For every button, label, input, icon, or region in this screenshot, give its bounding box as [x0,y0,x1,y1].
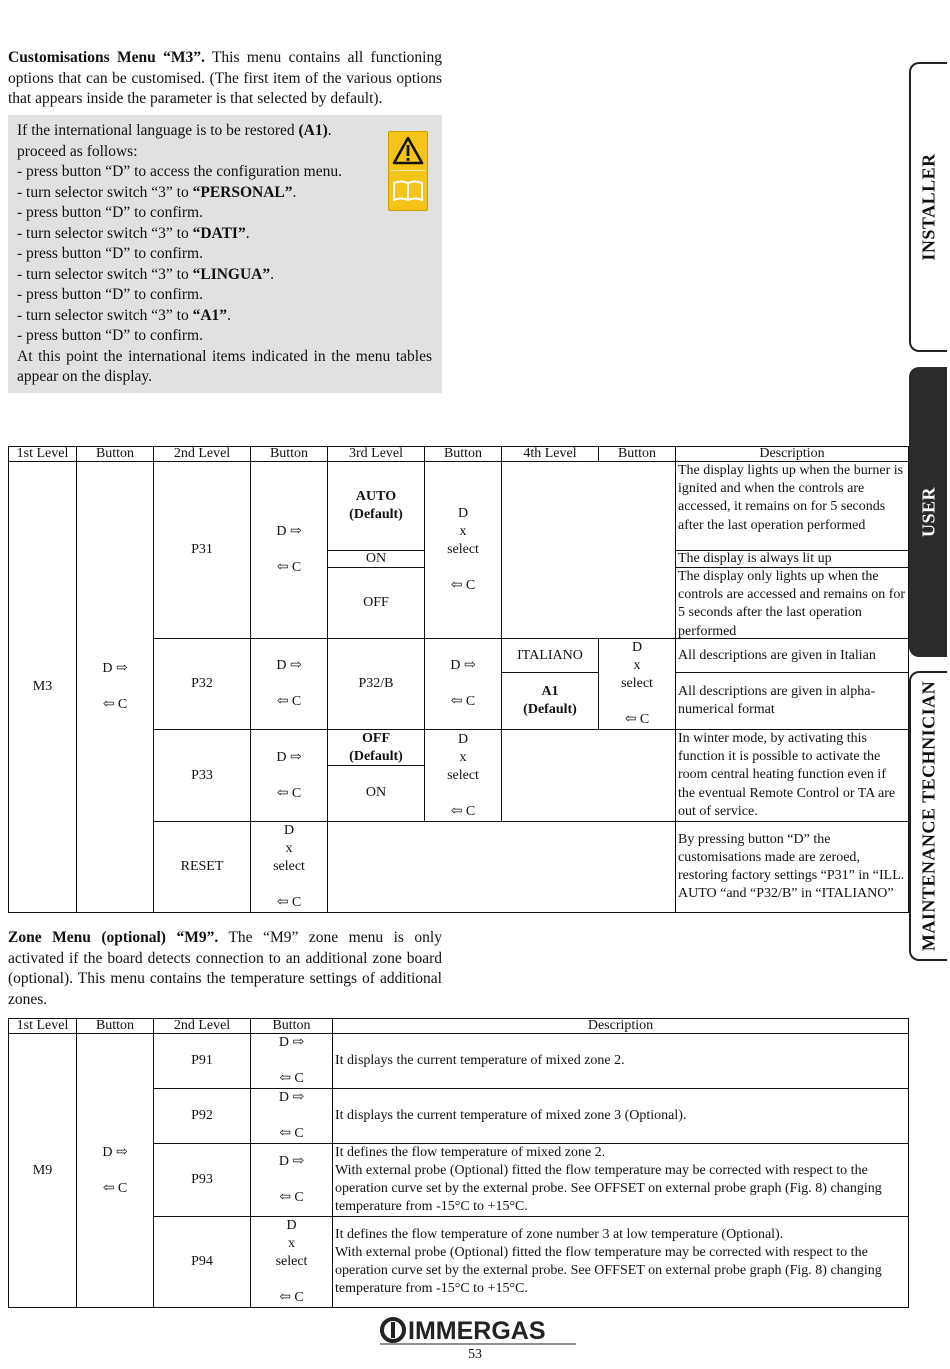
p33-name: P33 [154,730,251,822]
m9-zone-table [8,1018,909,1308]
p33-select-cell: D x select ⇦ C [425,730,502,822]
p92-button-cell: D ⇨ ⇦ C [251,1089,333,1144]
zone-text: The “M9” zone menu is only activated if the board detects connection to an additional zone board (optional). This menu contains the temperature settings of additional zones. [8,929,442,1008]
tab-user[interactable] [909,367,947,657]
note-step: - press button “D” to confirm. [17,327,203,344]
tab-installer-label: INSTALLER [918,153,939,261]
p32-descriptions: All descriptions are given in Italian All descriptions are given in alpha-numerical format [676,639,909,730]
tab-maintenance-technician[interactable] [909,671,947,961]
level1-m9: M9 [9,1034,77,1308]
m3-customisation-table [8,446,909,913]
m9-header-row [9,1019,909,1034]
reset-empty [328,822,676,913]
header-cell: 1st Level [9,447,77,462]
tab-user-label: USER [918,486,939,538]
header-cell: 2nd Level [154,447,251,462]
p31-button-cell: D ⇨ ⇦ C [251,462,328,639]
note-step: - press button “D” to confirm. [17,286,203,303]
note-step: - turn selector switch “3” to “A1”. [17,306,231,324]
p91-description: It displays the current temperature of mixed zone 2. [333,1034,909,1089]
p92-description: It displays the current temperature of mixed zone 3 (Optional). [333,1089,909,1144]
p32-button-cell-2: D ⇨ ⇦ C [425,639,502,730]
header-cell: 4th Level [502,447,599,462]
p93-name: P93 [154,1144,251,1217]
m3-header-row [9,447,909,462]
p31-name: P31 [154,462,251,639]
zone-heading: Zone Menu (optional) “M9”. [8,929,219,946]
header-cell: Button [425,447,502,462]
p31-select-cell: D x select ⇦ C [425,462,502,639]
warning-manual-icons [388,131,428,211]
p93-description: It defines the flow temperature of mixed zone 2. With external probe (Optional) fitted the flow temperature may be corrected with respect to the operation curve set by the external probe. See OFFSET on external probe graph (Fig. 8) changing temperature from -15°C to +15°C. [333,1144,909,1217]
p33-options: OFF (Default) ON [328,730,425,822]
p94-select-cell: D x select ⇦ C [251,1217,333,1308]
p33-button-cell: D ⇨ ⇦ C [251,730,328,822]
header-cell: Button [599,447,676,462]
reset-name: RESET [154,822,251,913]
p33-description: In winter mode, by activating this function it is possible to activate the room central heating function even if the eventual Remote Control or TA are out of service. [676,730,909,822]
reset-select-cell: D x select ⇦ C [251,822,328,913]
p94-name: P94 [154,1217,251,1308]
m3-button-cell: D ⇨ ⇦ C [77,462,154,913]
tab-maintenance-label: MAINTENANCE TECHNICIAN [918,680,939,952]
note-step: - turn selector switch “3” to “DATI”. [17,224,250,242]
immergas-logo [380,1315,576,1345]
intro-paragraph [8,48,442,110]
p92-name: P92 [154,1089,251,1144]
header-cell: Button [77,1019,154,1034]
note-step: - press button “D” to access the configuration menu. [17,163,342,180]
page-number: 53 [468,1347,482,1362]
warning-icon [389,132,427,170]
p33-empty [502,730,676,822]
p31-empty [502,462,676,639]
header-cell: Button [77,447,154,462]
p32-level3: P32/B [328,639,425,730]
level1-m3: M3 [9,462,77,913]
header-cell: 3rd Level [328,447,425,462]
note-step: - turn selector switch “3” to “PERSONAL”. [17,183,297,201]
note-line-1: If the international language is to be restored (A1). [17,122,332,139]
note-step: - press button “D” to confirm. [17,204,203,221]
p32-name: P32 [154,639,251,730]
p31-options: AUTO (Default) ON OFF [328,462,425,639]
table-row [9,462,909,639]
note-closing: At this point the international items indicated in the menu tables appear on the display. [17,347,432,385]
header-cell: Button [251,1019,333,1034]
header-cell: Description [676,447,909,462]
svg-text:IMMERGAS: IMMERGAS [408,1317,546,1345]
intro-text: This menu contains all functioning options that can be customised. (The first item of the various options that appears inside the parameter is that selected by default). [8,49,442,107]
p91-button-cell: D ⇨ ⇦ C [251,1034,333,1089]
p94-description: It defines the flow temperature of zone number 3 at low temperature (Optional). With external probe (Optional) fitted the flow temperature may be corrected with respect to the operation curve set by the external probe. See OFFSET on external probe graph (Fig. 8) changing temperature from -15°C to +15°C. [333,1217,909,1308]
header-cell: 2nd Level [154,1019,251,1034]
header-cell: Description [333,1019,909,1034]
header-cell: 1st Level [9,1019,77,1034]
m9-button-cell: D ⇨ ⇦ C [77,1034,154,1308]
p32-options: ITALIANO A1 (Default) [502,639,599,730]
note-step: - turn selector switch “3” to “LINGUA”. [17,265,274,283]
p32-select-cell: D x select ⇦ C [599,639,676,730]
p93-button-cell: D ⇨ ⇦ C [251,1144,333,1217]
zone-paragraph [8,928,442,1010]
note-line-2: proceed as follows: [17,142,138,160]
table-row [9,1034,909,1089]
p32-button-cell: D ⇨ ⇦ C [251,639,328,730]
p31-descriptions: The display lights up when the burner is ignited and when the controls are accessed, it remains on for 5 seconds after the last operation performed The display is always lit up The display only lights up when the controls are accessed and remains on for 5 seconds after the last operation performed [676,462,909,639]
tab-installer[interactable] [909,62,947,352]
reset-description: By pressing button “D” the customisations made are zeroed, restoring factory settings “P31” in “ILL. AUTO “and “P32/B” in “ITALIANO” [676,822,909,913]
note-step: - press button “D” to confirm. [17,245,203,262]
language-restore-note [8,115,442,393]
p91-name: P91 [154,1034,251,1089]
intro-heading: Customisations Menu “M3”. [8,49,205,66]
header-cell: Button [251,447,328,462]
book-icon [389,172,427,210]
